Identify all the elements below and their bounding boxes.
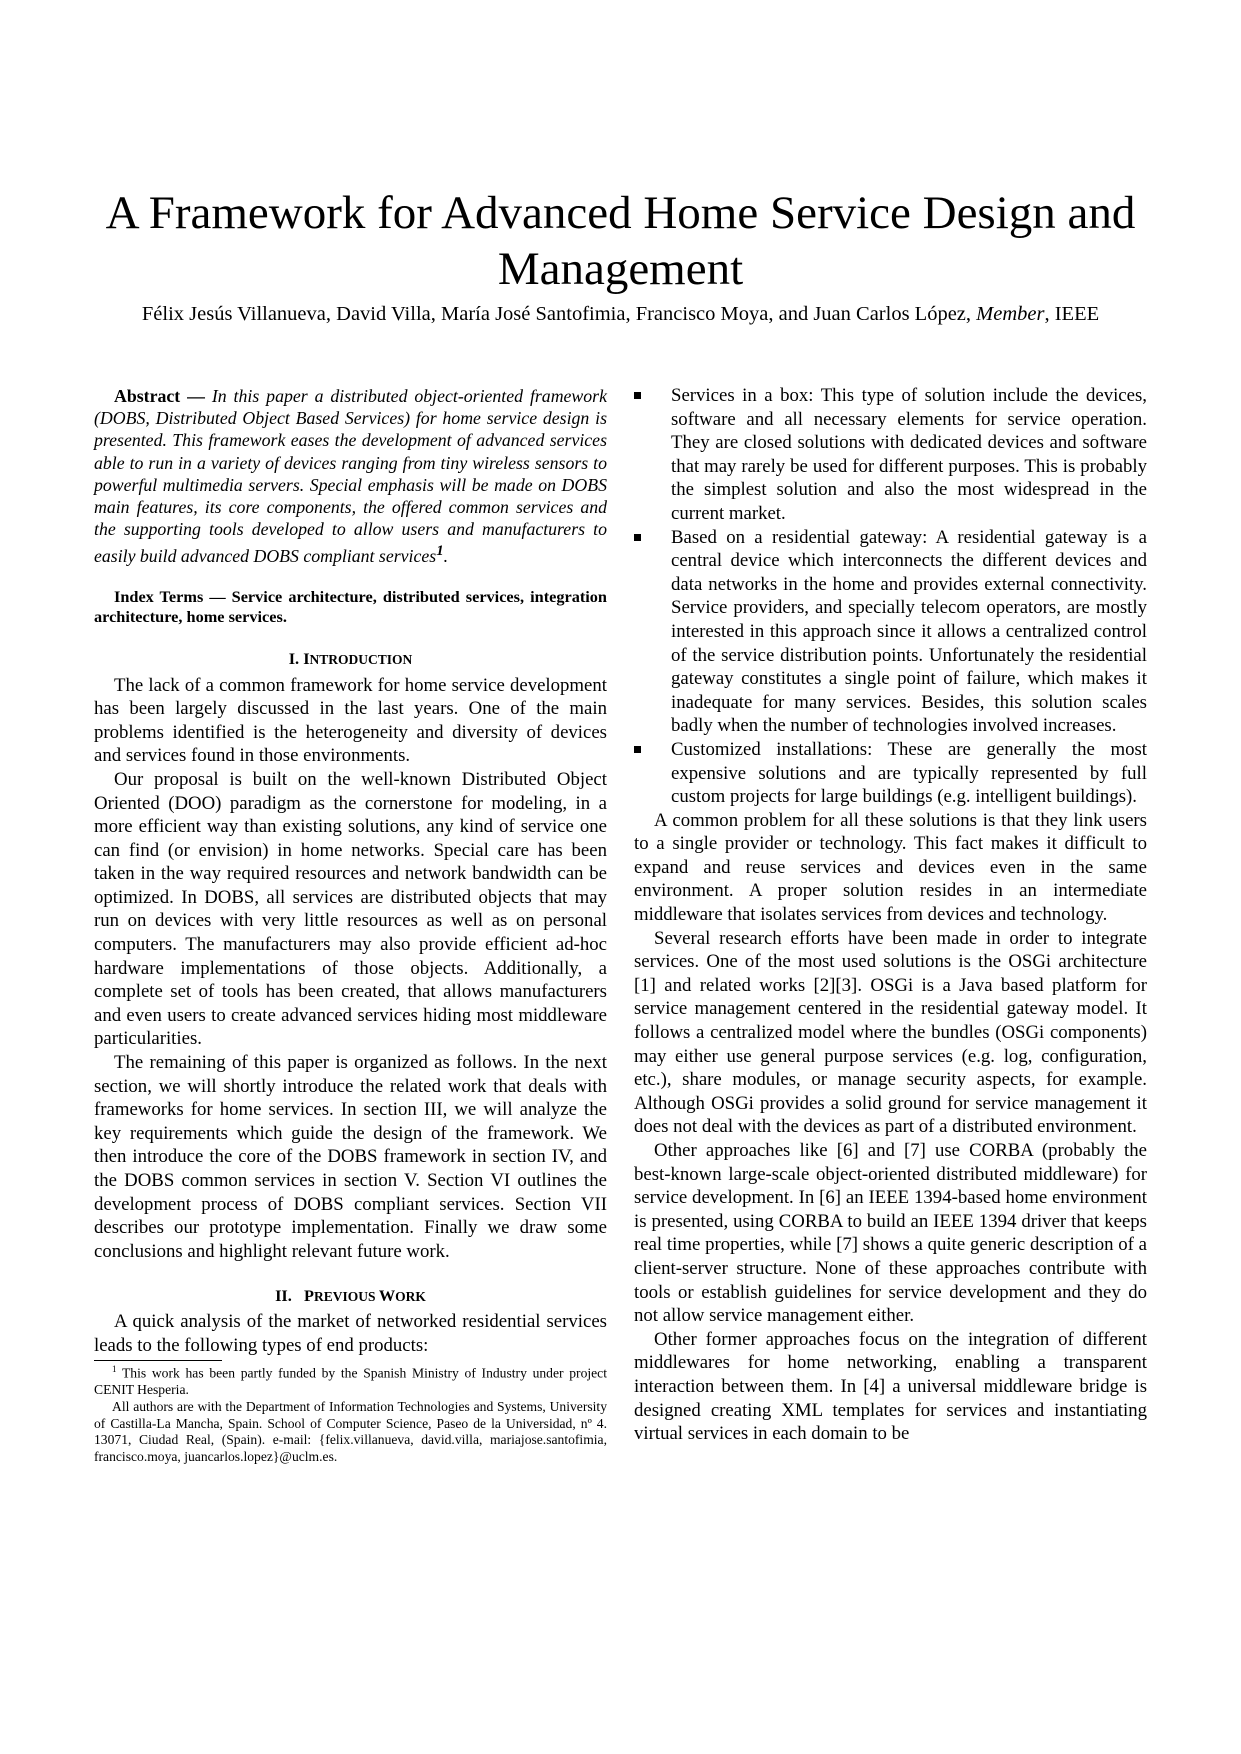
paper-title: A Framework for Advanced Home Service Design and Management [105, 187, 1136, 295]
list-item-text: Services in a box: This type of solution include the devices, software and all necessary elements for service operation. They are closed solutions with dedicated devices and software that may rarely be used for different purposes. This is probably the simplest solution and also the most widespread in the current market. [671, 385, 1147, 524]
heading-smallcaps: REVIOUS [313, 1289, 379, 1305]
heading-smallcaps: NTRODUCTION [309, 651, 413, 667]
heading-smallcaps: ORK [395, 1289, 426, 1305]
footnote-funding [94, 1361, 607, 1399]
right-column [634, 384, 1147, 1446]
heading-initial: P [304, 1286, 314, 1306]
abstract-text: In this paper a distributed object-oriented framework (DOBS, Distributed Object Based Services) for home service design is presented. This framework eases the development of advanced services able to run in a variety of devices ranging from tiny wireless sensors to powerful multimedia servers. Special emphasis will be made on DOBS main features, its core components, the offered common services and the supporting tools developed to allow users and manufacturers to easily build advanced DOBS compliant services [94, 386, 607, 567]
intro-paragraph-1: The lack of a common framework for home service development has been largely discussed in the last years. One of the main problems identified is the heterogeneity and diversity of devices and services found in those environments. [94, 674, 607, 767]
list-item-text: Customized installations: These are generally the most expensive solutions and are typically represented by full custom projects for large buildings (e.g. intelligent buildings). [671, 738, 1147, 808]
list-item [634, 384, 1147, 526]
previous-work-paragraph-2: Several research efforts have been made in order to integrate services. One of the most used solutions is the OSGi architecture [1] and related works [2][3]. OSGi is a Java based platform for service management centered in the residential gateway model. It follows a centralized model where the bundles (OSGi components) may either use general purpose services (e.g. log, configuration, etc.), share modules, or manage security aspects, for example. Although OSGi provides a solid ground for service management it does not deal with the devices as part of a distributed environment. [634, 927, 1147, 1138]
section-heading-previous-work [94, 1285, 607, 1308]
abstract [94, 385, 607, 568]
left-column [94, 385, 607, 1466]
bullet-square-icon [634, 534, 641, 541]
previous-work-paragraph-1: A common problem for all these solutions is that they link users to a single provider or technology. This fact makes it difficult to expand and reuse services and devices even in the same environment. A proper solution resides in an intermediate middleware that isolates services from devices and technology. [634, 809, 1147, 926]
index-terms: Index Terms — Service architecture, distributed services, integration architecture, home services. [94, 586, 607, 627]
intro-paragraph-3: The remaining of this paper is organized as follows. In the next section, we will shortly introduce the related work that deals with frameworks for home services. In section III, we will analyze the key requirements which guide the design of the framework. We then introduce the core of the DOBS framework in section IV, and the DOBS common services in section V. Section VI outlines the development process of DOBS compliant services. Section VII describes our prototype implementation. Finally we draw some conclusions and highlight relevant future work. [94, 1052, 607, 1262]
heading-initial: W [378, 1286, 396, 1306]
product-type-list [634, 384, 1147, 809]
previous-work-paragraph-3: Other approaches like [6] and [7] use CORBA (probably the best-known large-scale object-oriented distributed middleware) for service development. In [6] an IEEE 1394-based home environment is presented, using CORBA to build an IEEE 1394 driver that keeps real time properties, while [7] shows a quite generic description of a client-server structure. None of these approaches contribute with tools or establish guidelines for service development and they do not allow service management either. [634, 1140, 1147, 1327]
previous-work-paragraph-4: Other former approaches focus on the integration of different middlewares for home networking, enabling a transparent interaction between them. In [4] a universal middleware bridge is designed creating XML templates for services and instantiating virtual services in each domain to be [634, 1328, 1147, 1445]
section-number: II. [275, 1286, 305, 1306]
intro-paragraph-2: Our proposal is built on the well-known Distributed Object Oriented (DOO) paradigm as the cornerstone for modeling, in a more efficient way than existing solutions, any kind of service one can find (or envision) in home networks. Special care has been taken in the way required resources and network bandwidth can be optimized. In DOBS, all services are distributed objects that may run on devices with very little resources as well as on personal computers. The manufacturers may also provide efficient ad-hoc hardware implementations of those objects. Additionally, a complete set of tools has been created, that allows manufacturers and even users to create advanced services hiding most middleware particularities. [94, 768, 607, 1050]
author-member-status: Member [976, 303, 1045, 325]
footnote-mark: 1 [112, 1363, 117, 1374]
footnote-affiliation: All authors are with the Department of Information Technologies and Systems, University of Castilla-La Mancha, Spain. School of Computer Science, Paseo de la Universidad, nº 4. 13071, Ciudad Real, (Spain). e-mail: {felix.villanueva, david.villa, mariajose.santofimia, francisco.moya, juancarlos.lopez}@uclm.es. [94, 1398, 607, 1465]
author-names: Félix Jesús Villanueva, David Villa, María José Santofimia, Francisco Moya, and Juan Carlos López, [141, 303, 977, 325]
section-number: I. [288, 648, 304, 668]
author-ieee: , IEEE [1044, 303, 1100, 325]
heading-initial: I [303, 648, 310, 668]
bullet-square-icon [634, 392, 641, 399]
previous-work-intro: A quick analysis of the market of networked residential services leads to the following types of end products: [94, 1311, 607, 1356]
list-item [634, 526, 1147, 738]
section-heading-introduction [94, 648, 607, 671]
abstract-end: . [443, 546, 449, 567]
footnote-funding-text: This work has been partly funded by the Spanish Ministry of Industry under project CENIT Hesperia. [94, 1365, 607, 1397]
list-item [634, 738, 1147, 809]
author-list [40, 301, 1201, 327]
list-item-text: Based on a residential gateway: A residential gateway is a central device which interconnects the different devices and data networks in the home and provides external connectivity. Service providers, and specially telecom operators, are mostly interested in this approach since it allows a centralized control of the service distribution points. Unfortunately the residential gateway constitutes a single point of failure, which makes it inadequate for many services. Besides, this solution scales badly when the number of technologies involved increases. [671, 526, 1147, 737]
abstract-footnote-mark: 1 [436, 543, 444, 560]
bullet-square-icon [634, 746, 641, 753]
abstract-label: Abstract — [114, 386, 212, 406]
